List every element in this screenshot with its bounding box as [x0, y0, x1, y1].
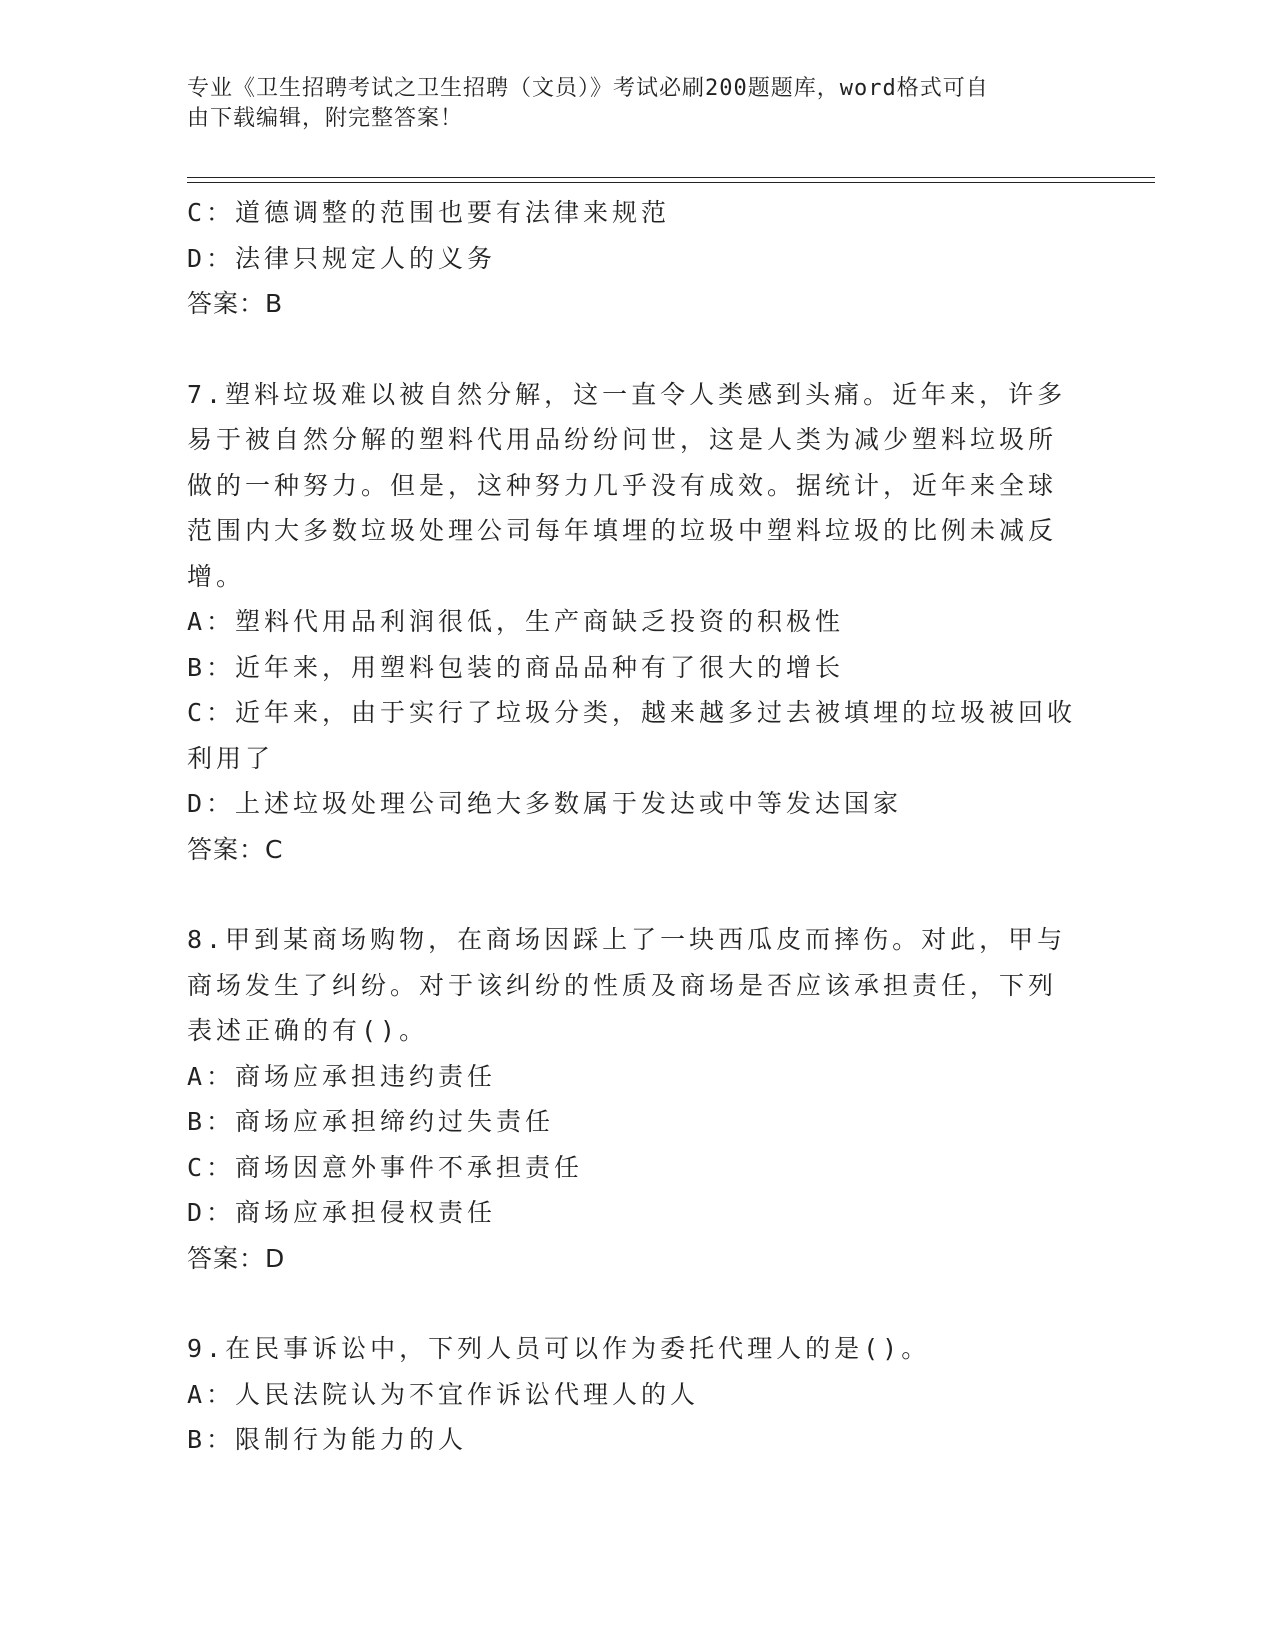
- answer-label: 答案：B: [187, 289, 284, 318]
- question-stem-line: 表述正确的有()。: [187, 1016, 429, 1045]
- header-rule-bottom: [187, 182, 1155, 183]
- question-7: [187, 372, 1077, 873]
- option-c: C：近年来，由于实行了垃圾分类，越来越多过去被填埋的垃圾被回收: [187, 698, 1077, 727]
- answer-label: 答案：D: [187, 1243, 286, 1273]
- question-9: [187, 1326, 1067, 1463]
- question-list: [187, 190, 1077, 1463]
- question-stem-line: 7.塑料垃圾难以被自然分解，这一直令人类感到头痛。近年来，许多: [187, 379, 1067, 409]
- option-d: D：上述垃圾处理公司绝大多数属于发达或中等发达国家: [187, 789, 903, 818]
- header-rule-top: [187, 177, 1155, 178]
- option-b: B：近年来，用塑料包装的商品品种有了很大的增长: [187, 652, 845, 682]
- header-line-1: 专业《卫生招聘考试之卫生招聘（文员）》考试必刷200题题库，word格式可自: [187, 76, 989, 101]
- question-stem-line: 做的一种努力。但是，这种努力几乎没有成效。据统计，近年来全球: [187, 470, 1058, 500]
- option-a: A：塑料代用品利润很低，生产商缺乏投资的积极性: [187, 607, 845, 636]
- option-c: C：商场因意外事件不承担责任: [187, 1152, 584, 1182]
- question-stem-line: 易于被自然分解的塑料代用品纷纷问世，这是人类为减少塑料垃圾所: [187, 425, 1058, 454]
- option-b: B：限制行为能力的人: [187, 1425, 468, 1454]
- option-d: D：法律只规定人的义务: [187, 243, 497, 273]
- option-c-continued: 利用了: [187, 743, 275, 773]
- question-stem-line: 增。: [187, 561, 246, 591]
- header-line-2: 由下载编辑，附完整答案！: [187, 106, 464, 131]
- question-6-tail: [187, 190, 1067, 327]
- question-stem-line: 8.甲到某商场购物，在商场因踩上了一块西瓜皮而摔伤。对此，甲与: [187, 925, 1067, 954]
- option-c: C：道德调整的范围也要有法律来规范: [187, 198, 671, 227]
- document-header: [187, 74, 1067, 134]
- question-stem-line: 9.在民事诉讼中，下列人员可以作为委托代理人的是()。: [187, 1334, 931, 1363]
- option-a: A：人民法院认为不宜作诉讼代理人的人: [187, 1379, 700, 1409]
- question-8: [187, 917, 1067, 1281]
- option-a: A：商场应承担违约责任: [187, 1061, 497, 1091]
- option-b: B：商场应承担缔约过失责任: [187, 1107, 555, 1136]
- question-stem-line: 范围内大多数垃圾处理公司每年填埋的垃圾中塑料垃圾的比例未减反: [187, 516, 1058, 545]
- option-d: D：商场应承担侵权责任: [187, 1198, 497, 1227]
- question-stem-line: 商场发生了纠纷。对于该纠纷的性质及商场是否应该承担责任，下列: [187, 970, 1058, 1000]
- answer-label: 答案：C: [187, 834, 284, 864]
